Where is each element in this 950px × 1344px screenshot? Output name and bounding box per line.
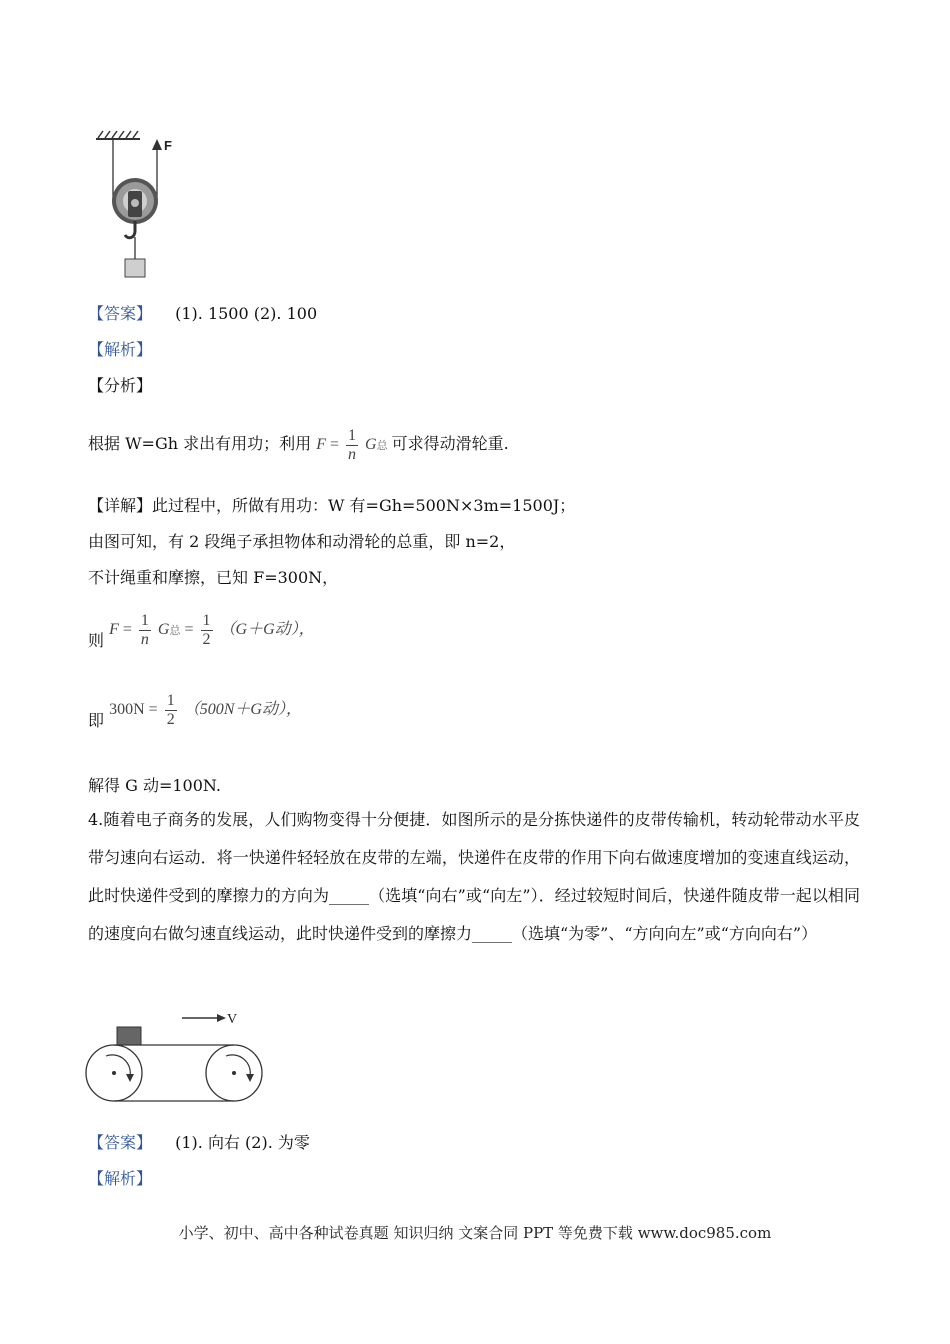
q4-question: 4.随着电子商务的发展，人们购物变得十分便捷．如图所示的是分拣快递件的皮带传输机，转动轮带动水平皮带匀速向右运动．将一快递件轻轻放在皮带的左端，快递件在皮带的作用下向右做速度增加的变速直线运动，此时快递件受到的摩擦力的方向为_____（选填“向右”或“向左”）．经过较短时间后，快递件随皮带一起以相同的速度向右做匀速直线运动，此时快递件受到的摩擦力_____（选填“为零”、“方向向左”或“方向向右”） bbox=[88, 810, 860, 943]
explain-tag: 【解析】 bbox=[88, 340, 153, 359]
detail-line-1 bbox=[88, 496, 575, 516]
q4-answer-text: (1). 向右 (2). 为零 bbox=[175, 1133, 310, 1152]
fraction-denominator: n bbox=[348, 445, 357, 463]
ji-num: 1 bbox=[166, 691, 175, 709]
analysis-pre: 根据 W=Gh 求出有用功；利用 bbox=[88, 434, 312, 453]
fraction-numerator: 1 bbox=[348, 426, 357, 444]
then-g: G bbox=[157, 621, 170, 638]
ji-formula-line bbox=[88, 686, 302, 733]
detail-line-2: 由图可知，有 2 段绳子承担物体和动滑轮的总重，即 n=2， bbox=[88, 532, 516, 551]
formula-equals: = bbox=[330, 436, 340, 453]
detail-tag: 【详解】 bbox=[88, 496, 153, 515]
left-wheel bbox=[86, 1045, 142, 1101]
ji-label: 即 bbox=[88, 711, 105, 730]
ji-den: 2 bbox=[166, 710, 175, 728]
detail-text-1: 此过程中，所做有用功：W 有=Gh=500N×3m=1500J； bbox=[152, 496, 576, 515]
velocity-label: V bbox=[227, 1012, 238, 1027]
movable-pulley bbox=[112, 178, 158, 224]
ceiling-support bbox=[96, 131, 140, 139]
answer-text: (1). 1500 (2). 100 bbox=[175, 304, 318, 323]
hook-icon bbox=[125, 221, 135, 238]
pulley-figure bbox=[90, 125, 190, 285]
ji-formula bbox=[109, 691, 302, 728]
then-num-2: 1 bbox=[202, 611, 211, 629]
fraction-1-over-n bbox=[346, 427, 358, 464]
velocity-arrow-head bbox=[217, 1014, 226, 1022]
then-fraction-2 bbox=[201, 612, 213, 649]
solve-line: 解得 G 动=100N. bbox=[88, 776, 221, 795]
then-formula-line bbox=[88, 606, 315, 654]
then-den-n: n bbox=[140, 630, 149, 648]
then-tail: （G＋G动）， bbox=[219, 621, 315, 638]
force-arrow-head bbox=[152, 139, 162, 150]
right-wheel bbox=[206, 1045, 262, 1101]
then-fraction-n bbox=[139, 612, 151, 649]
then-f: F bbox=[109, 621, 119, 638]
then-formula bbox=[109, 611, 315, 648]
formula-inline bbox=[316, 426, 391, 463]
formula-subscript: 总 bbox=[376, 440, 388, 452]
analysis-tag: 【分析】 bbox=[88, 376, 153, 395]
then-sub-total: 总 bbox=[169, 625, 181, 637]
load-block bbox=[125, 259, 145, 277]
then-den-2: 2 bbox=[202, 630, 211, 648]
ji-lhs: 300N = bbox=[109, 701, 158, 718]
then-label: 则 bbox=[88, 631, 105, 650]
q4-answer-line bbox=[88, 1133, 310, 1153]
page-footer: 小学、初中、高中各种试卷真题 知识归纳 文案合同 PPT 等免费下载 www.doc985.com bbox=[178, 1224, 772, 1242]
q4-answer-tag: 【答案】 bbox=[88, 1133, 153, 1152]
then-eq-2: = bbox=[184, 621, 194, 638]
then-eq-1: = bbox=[122, 621, 132, 638]
q3-answer-line bbox=[88, 304, 317, 324]
ji-fraction-2 bbox=[165, 692, 177, 729]
detail-line-3: 不计绳重和摩擦，已知 F=300N， bbox=[88, 568, 339, 587]
answer-tag: 【答案】 bbox=[88, 304, 153, 323]
ji-tail: （500N＋G动）， bbox=[183, 701, 302, 718]
analysis-post: 可求得动滑轮重. bbox=[391, 434, 509, 453]
analysis-line bbox=[88, 424, 509, 466]
force-label: F bbox=[164, 138, 172, 153]
formula-symbol-f: F bbox=[316, 436, 326, 453]
q4-explain-tag: 【解析】 bbox=[88, 1169, 153, 1188]
formula-symbol-g: G bbox=[365, 436, 377, 453]
package-box bbox=[117, 1027, 141, 1045]
conveyor-figure bbox=[84, 1004, 274, 1108]
then-num-1: 1 bbox=[140, 611, 149, 629]
